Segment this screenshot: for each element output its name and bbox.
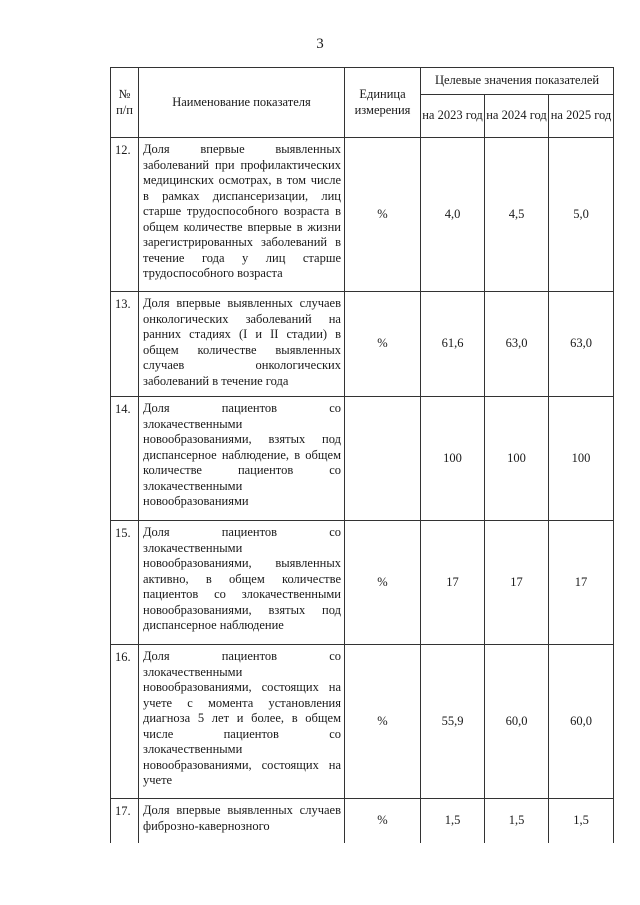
table-row <box>111 397 614 521</box>
row-number: 16. <box>111 645 139 799</box>
value-2024: 17 <box>485 521 549 645</box>
value-2023: 1,5 <box>421 799 485 843</box>
value-2023: 61,6 <box>421 292 485 397</box>
unit-value <box>345 397 421 521</box>
row-number: 13. <box>111 292 139 397</box>
header-year-2023: на 2023 год <box>421 95 485 138</box>
value-2024: 1,5 <box>485 799 549 843</box>
indicator-name: Доля впервые выявленных заболеваний при профилактических медицинских осмотрах, в том числе в рамках диспансеризации, лиц старше трудоспособного возраста в общем количестве впервые в жизни зарегистрированных заболеваний в течение года у лиц старше трудоспособного возраста <box>139 138 345 292</box>
unit-value: % <box>345 521 421 645</box>
value-2025: 63,0 <box>549 292 614 397</box>
header-target-values: Целевые значения показателей <box>421 68 614 95</box>
table-row <box>111 292 614 397</box>
value-2024: 60,0 <box>485 645 549 799</box>
value-2025: 17 <box>549 521 614 645</box>
table-row <box>111 138 614 292</box>
unit-value: % <box>345 292 421 397</box>
header-indicator-name: Наименование показателя <box>139 68 345 138</box>
header-number: № п/п <box>111 68 139 138</box>
indicator-name: Доля пациентов со злокачественными новообразованиями, состоящих на учете с момента установления диагноза 5 лет и более, в общем числе пациентов со злокачественными новообразованиями, состоящих на учете <box>139 645 345 799</box>
indicator-name: Доля впервые выявленных случаев фиброзно-кавернозного <box>139 799 345 843</box>
value-2024: 100 <box>485 397 549 521</box>
unit-value: % <box>345 799 421 843</box>
value-2023: 4,0 <box>421 138 485 292</box>
row-number: 14. <box>111 397 139 521</box>
value-2025: 100 <box>549 397 614 521</box>
table-row <box>111 799 614 843</box>
unit-value: % <box>345 138 421 292</box>
row-number: 12. <box>111 138 139 292</box>
value-2024: 4,5 <box>485 138 549 292</box>
value-2025: 5,0 <box>549 138 614 292</box>
value-2023: 17 <box>421 521 485 645</box>
indicator-name: Доля пациентов со злокачественными новообразованиями, взятых под диспансерное наблюдение, в общем количестве пациентов со злокачественными новообразованиями <box>139 397 345 521</box>
page-number: 3 <box>316 36 324 52</box>
value-2023: 100 <box>421 397 485 521</box>
value-2025: 60,0 <box>549 645 614 799</box>
header-unit: Единица измерения <box>345 68 421 138</box>
header-year-2024: на 2024 год <box>485 95 549 138</box>
header-year-2025: на 2025 год <box>549 95 614 138</box>
indicator-name: Доля пациентов со злокачественными новообразованиями, выявленных активно, в общем количестве пациентов со злокачественными новообразованиями, взятых под диспансерное наблюдение <box>139 521 345 645</box>
indicator-name: Доля впервые выявленных случаев онкологических заболеваний на ранних стадиях (I и II стадии) в общем количестве выявленных случаев онкологических заболеваний в течение года <box>139 292 345 397</box>
unit-value: % <box>345 645 421 799</box>
value-2024: 63,0 <box>485 292 549 397</box>
table-row <box>111 521 614 645</box>
indicators-table <box>110 67 614 843</box>
row-number: 15. <box>111 521 139 645</box>
value-2023: 55,9 <box>421 645 485 799</box>
value-2025: 1,5 <box>549 799 614 843</box>
table-row <box>111 645 614 799</box>
row-number: 17. <box>111 799 139 843</box>
